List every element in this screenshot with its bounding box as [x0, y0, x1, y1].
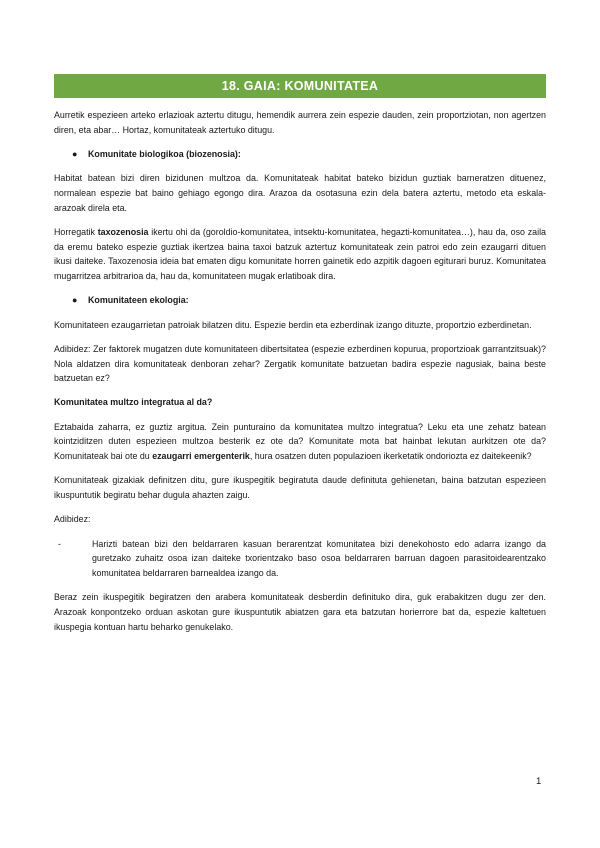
subheading: Komunitatea multzo integratua al da?: [54, 397, 213, 408]
bullet-icon: ●: [72, 148, 78, 159]
bullet-label: Komunitateen ekologia:: [88, 295, 189, 306]
paragraph-gizakiak: Komunitateak gizakiak definitzen ditu, gure ikuspegitik begiratuta daude definituta gehienetan, baina batzutan espezieen ikuspuntutik begiratu behar dugula ahazten zaigu.: [54, 475, 546, 501]
bullet-ekologia: [54, 293, 546, 308]
list-item: [54, 537, 546, 581]
bold-term: ezaugarri emergenterik: [152, 451, 250, 462]
paragraph-eztabaida: [54, 420, 546, 464]
bullet-label: Komunitate biologikoa (biozenosia):: [88, 148, 241, 159]
paragraph-beraz: Beraz zein ikuspegitik begiratzen den arabera komunitateak desberdin definituko dira, guk erabakitzen dugu zer den. Arazoak konpontzeko orduan askotan gure ikuspuntutik abiatzen gara eta batzutan horierrore bat da, espezie kaltetuen ikuspegia kontuan hartu beharko genukelako.: [54, 592, 546, 632]
dash-marker: -: [58, 538, 61, 549]
paragraph-habitat: Habitat batean bizi diren bizidunen multzoa da. Komunitateak habitat bateko bizidun guztiak barneratzen dituenez, normalean espezie bat baino gehiago egongo dira. Arazoa da osotasuna ezin dela batera aztertu, metodo eta eskala-arazoak direla eta.: [54, 173, 546, 213]
paragraph-adibidez-galderak: Adibidez: Zer faktorek mugatzen dute komunitateen dibertsitatea (espezie ezberdinen kopurua, proportzioak garrantzitsuak)? Nola aldatzen dira komunitateak denboran zehar? Zergatik komunitate batzuetan badira espezie nagusiak, baina beste batzuetan ez?: [54, 343, 546, 384]
intro-paragraph: Aurretik espezieen arteko erlazioak aztertu ditugu, hemendik aurrera zein espezie dauden, zein proportziotan, non agertzen diren, eta abar… Hortaz, komunitateak aztertuko ditugu.: [54, 110, 546, 135]
paragraph-patroiak: Komunitateen ezaugarrietan patroiak bilatzen ditu. Espezie berdin eta ezberdinak izango dituzte, proportzio ezberdinetan.: [54, 319, 532, 330]
page-title: 18. GAIA: KOMUNITATEA: [54, 74, 546, 98]
text-run: Eztabaida zaharra, ez guztiz argitua. Zein punturaino da komunitatea multzo integratua? Leku eta une zehatz batean kointziditzen duten espezieen multzoa besterik ez ote da? Komunitate mota bat hainbat lekutan aurkitzen ote da? Komunitateak bai ote du: [54, 421, 546, 462]
paragraph-adibidez: Adibidez:: [54, 514, 91, 525]
text-run: , hura osatzen duten populazioen ikerketatik ondorioztа ez daitekeenik?: [249, 451, 532, 462]
page-number: 1: [536, 776, 542, 787]
document-body: [54, 108, 546, 644]
bullet-biozenosia: [54, 147, 546, 162]
bold-term: taxozenosia: [97, 226, 149, 237]
list-item-text: Harizti batean bizi den beldarraren kasuan berarentzat komunitatea bizi denekohosto edo adarra izango da guretzako zuhaitz osoa izan daiteke txorientzako baso osoa beldarraren barruan dagoen parasitoidearentzako komunitatea beldarraren barnealdea izango da.: [92, 538, 546, 579]
text-run: ikertu ohi da (goroldio-komunitatea, intsektu-komunitatea, hegazti-komunitatea…), hau da, oso zaila da eremu bateko espezie guztiak ikertzea baina taxoi batzuk aztertuz komunitateak zein patroi edo zein ezaugarri dituen ikusi daiteke. Taxozenosia ideia bat ematen digu komunitate horren gainetik edo azpitik dagoen egiturari buruz. Komunitatea mugarritzea arbitrarioa da, hau da, komunitateen mugak erlatiboak dira.: [54, 226, 546, 281]
text-run: Horregatik: [54, 226, 98, 237]
paragraph-taxozenosia: [54, 225, 546, 283]
bullet-icon: ●: [72, 295, 78, 306]
